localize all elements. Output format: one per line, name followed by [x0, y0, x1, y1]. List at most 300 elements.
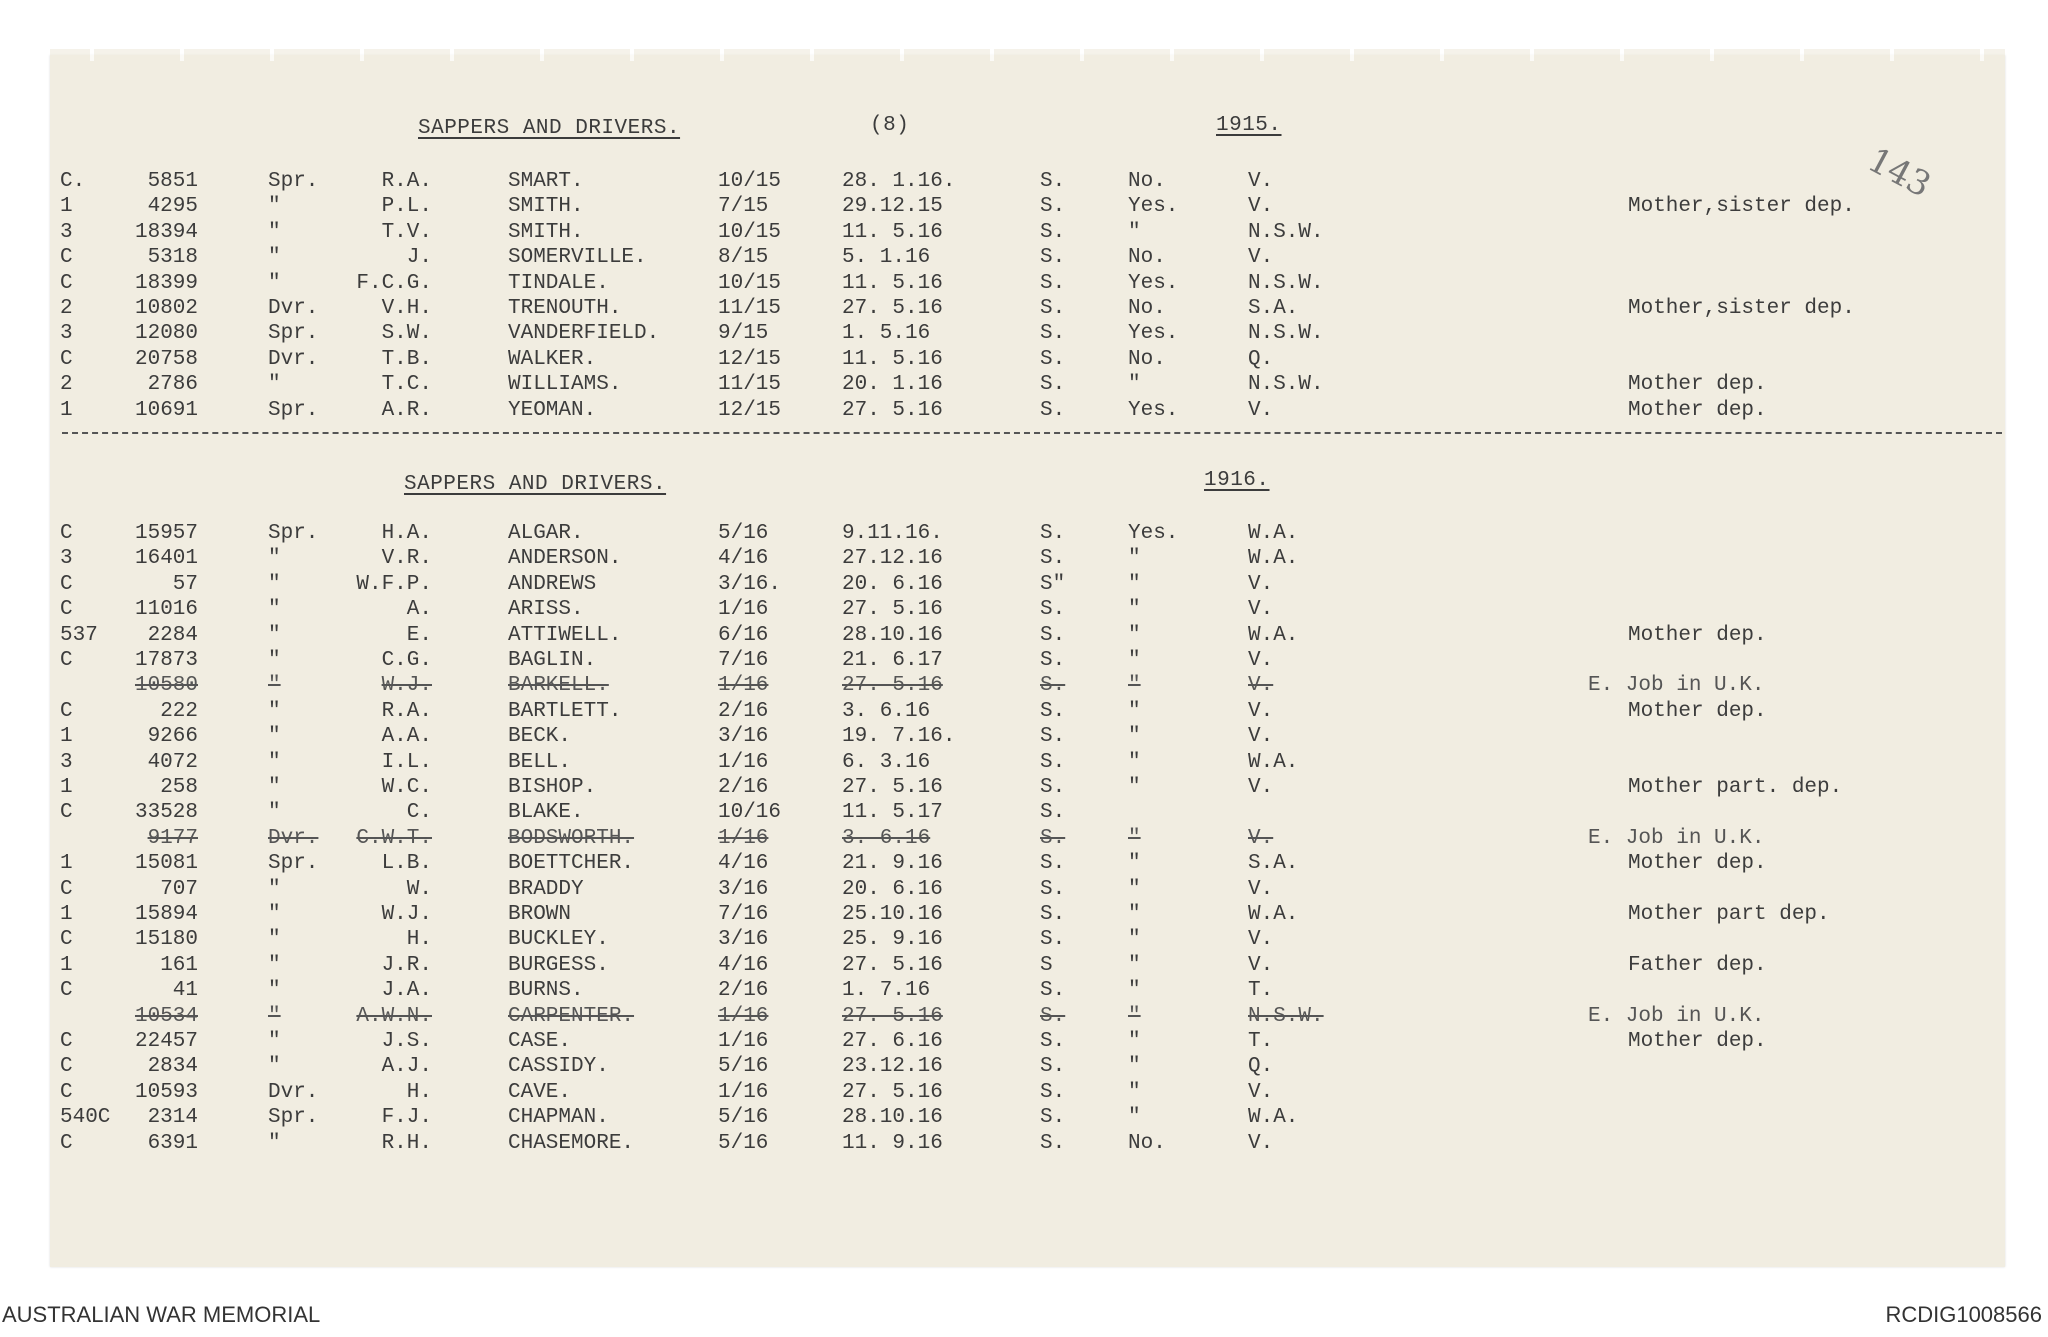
entry-notes: E. Job in U.K. — [1588, 674, 1765, 698]
entry-date: 3. 6.16 — [842, 826, 931, 850]
entry-date: 11. 9.16 — [842, 1131, 943, 1155]
entry-unit: C — [60, 572, 73, 596]
entry-enlisted: 9/15 — [718, 322, 769, 346]
roll-entry — [0, 700, 2048, 724]
entry-surname: BOETTCHER. — [508, 852, 635, 876]
entry-dep: Yes. — [1128, 271, 1179, 295]
entry-dep: " — [1128, 699, 1141, 723]
entry-rank: Dvr. — [268, 1080, 319, 1104]
entry-number: 10593 — [134, 1080, 198, 1104]
entry-status: S. — [1040, 271, 1066, 295]
entry-dep: " — [1128, 776, 1141, 799]
entry-dep: No. — [1128, 246, 1166, 270]
entry-date: 9.11.16. — [842, 522, 943, 545]
entry-enlisted: 1/16 — [718, 674, 769, 698]
entry-date: 27. 5.16 — [842, 953, 943, 977]
entry-state: V. — [1248, 1131, 1274, 1155]
entry-state: S.A. — [1248, 297, 1299, 320]
entry-dep: " — [1128, 928, 1141, 952]
entry-number: 22457 — [134, 1030, 198, 1053]
entry-enlisted: 1/16 — [718, 1030, 769, 1053]
roll-entry — [0, 573, 2048, 597]
entry-enlisted: 7/15 — [718, 195, 769, 219]
entry-state: Q. — [1248, 347, 1274, 371]
entry-unit: C — [60, 1055, 73, 1079]
section-1-title: SAPPERS AND DRIVERS. — [418, 117, 681, 140]
entry-enlisted: 5/16 — [718, 1131, 769, 1155]
entry-enlisted: 3/16. — [718, 572, 782, 596]
entry-rank: " — [268, 649, 281, 672]
entry-rank: Spr. — [268, 398, 319, 422]
entry-initials: W.C. — [381, 776, 432, 799]
entry-initials: J. — [406, 246, 432, 270]
entry-unit: C — [60, 1030, 73, 1053]
entry-surname: CHASEMORE. — [508, 1131, 635, 1155]
entry-state: V. — [1248, 598, 1274, 622]
entry-unit: C — [60, 877, 73, 901]
entry-unit: 1 — [60, 852, 73, 876]
entry-dep: " — [1128, 623, 1141, 647]
entry-unit: C — [60, 246, 73, 270]
section-1-year: 1915. — [1216, 114, 1282, 137]
section-1-page-marker: (8) — [870, 114, 910, 137]
entry-notes: E. Job in U.K. — [1588, 1004, 1765, 1028]
section-2-title: SAPPERS AND DRIVERS. — [404, 473, 667, 496]
entry-status: S. — [1040, 398, 1066, 422]
entry-rank: " — [268, 801, 281, 825]
entry-status: S. — [1040, 674, 1066, 698]
entry-number: 10580 — [134, 674, 198, 698]
entry-notes: Mother dep. — [1628, 373, 1767, 397]
entry-initials: J.S. — [381, 1030, 432, 1053]
entry-state: V. — [1248, 170, 1274, 193]
entry-number: 15957 — [134, 522, 198, 545]
entry-rank: " — [268, 903, 281, 926]
entry-initials: P.L. — [381, 195, 432, 219]
entry-dep: No. — [1128, 347, 1166, 371]
entry-surname: ATTIWELL. — [508, 623, 622, 647]
entry-surname: WILLIAMS. — [508, 373, 622, 397]
entry-unit: C — [60, 649, 73, 672]
entry-rank: Spr. — [268, 322, 319, 346]
entry-enlisted: 4/16 — [718, 547, 769, 571]
entry-number: 18399 — [134, 271, 198, 295]
entry-number: 4295 — [147, 195, 198, 219]
entry-number: 15081 — [134, 852, 198, 876]
entry-unit: C — [60, 271, 73, 295]
entry-state: V. — [1248, 246, 1274, 270]
entry-unit: 3 — [60, 547, 73, 571]
entry-notes: Mother dep. — [1628, 852, 1767, 876]
entry-number: 707 — [160, 877, 198, 901]
entry-surname: BECK. — [508, 725, 572, 749]
entry-dep: Yes. — [1128, 398, 1179, 422]
entry-enlisted: 10/15 — [718, 170, 782, 193]
entry-date: 19. 7.16. — [842, 725, 956, 749]
entry-enlisted: 7/16 — [718, 903, 769, 926]
entry-unit: C — [60, 598, 73, 622]
entry-status: S" — [1040, 572, 1066, 596]
roll-entry — [0, 903, 2048, 927]
roll-entry — [0, 954, 2048, 978]
entry-state: T. — [1248, 979, 1274, 1003]
roll-entry — [0, 598, 2048, 622]
entry-number: 20758 — [134, 347, 198, 371]
entry-unit: 3 — [60, 220, 73, 244]
entry-rank: " — [268, 699, 281, 723]
entry-status: S. — [1040, 1106, 1066, 1130]
entry-state: W.A. — [1248, 903, 1299, 926]
entry-date: 27. 5.16 — [842, 674, 943, 698]
entry-dep: " — [1128, 725, 1141, 749]
entry-status: S. — [1040, 373, 1066, 397]
entry-status: S. — [1040, 725, 1066, 749]
entry-status: S. — [1040, 547, 1066, 571]
entry-state: N.S.W. — [1248, 220, 1324, 244]
entry-initials: E. — [406, 623, 432, 647]
roll-entry — [0, 221, 2048, 245]
entry-rank: " — [268, 246, 281, 270]
roll-entry — [0, 1132, 2048, 1156]
entry-rank: Spr. — [268, 852, 319, 876]
entry-enlisted: 1/16 — [718, 1004, 769, 1028]
entry-initials: A.W.N. — [356, 1004, 432, 1028]
entry-rank: " — [268, 1055, 281, 1079]
entry-notes: Mother dep. — [1628, 398, 1767, 422]
entry-date: 27.12.16 — [842, 547, 943, 571]
entry-enlisted: 10/15 — [718, 220, 782, 244]
entry-unit: 1 — [60, 725, 73, 749]
roll-entry — [0, 751, 2048, 775]
entry-unit: 1 — [60, 953, 73, 977]
entry-enlisted: 10/16 — [718, 801, 782, 825]
entry-date: 21. 6.17 — [842, 649, 943, 672]
entry-surname: BELL. — [508, 750, 572, 774]
entry-surname: BURGESS. — [508, 953, 609, 977]
entry-initials: T.B. — [381, 347, 432, 371]
entry-initials: C. — [406, 801, 432, 825]
entry-state: V. — [1248, 674, 1274, 698]
entry-initials: T.V. — [381, 220, 432, 244]
entry-date: 27. 6.16 — [842, 1030, 943, 1053]
entry-number: 57 — [172, 572, 198, 596]
entry-status: S. — [1040, 195, 1066, 219]
roll-entry — [0, 928, 2048, 952]
entry-dep: " — [1128, 373, 1141, 397]
roll-entry — [0, 852, 2048, 876]
entry-status: S. — [1040, 903, 1066, 926]
entry-state: V. — [1248, 572, 1274, 596]
entry-dep: " — [1128, 979, 1141, 1003]
entry-status: S. — [1040, 246, 1066, 270]
entry-rank: " — [268, 953, 281, 977]
entry-surname: BARKELL. — [508, 674, 609, 698]
entry-unit: 540C — [60, 1106, 111, 1130]
entry-dep: " — [1128, 826, 1141, 850]
entry-enlisted: 5/16 — [718, 1106, 769, 1130]
entry-status: S. — [1040, 1004, 1066, 1028]
entry-status: S. — [1040, 347, 1066, 371]
entry-surname: BROWN — [508, 903, 572, 926]
entry-status: S. — [1040, 1080, 1066, 1104]
roll-entry — [0, 674, 2048, 698]
entry-state: W.A. — [1248, 547, 1299, 571]
entry-date: 28. 1.16. — [842, 170, 956, 193]
roll-entry — [0, 322, 2048, 346]
entry-date: 27. 5.16 — [842, 398, 943, 422]
entry-dep: " — [1128, 547, 1141, 571]
entry-surname: BURNS. — [508, 979, 584, 1003]
footer-reference-id: RCDIG1008566 — [1885, 1302, 2042, 1327]
entry-enlisted: 1/16 — [718, 826, 769, 850]
entry-state: W.A. — [1248, 522, 1299, 545]
entry-unit: 1 — [60, 776, 73, 799]
entry-status: S. — [1040, 170, 1066, 193]
entry-unit: C — [60, 979, 73, 1003]
entry-unit: 1 — [60, 398, 73, 422]
entry-number: 222 — [160, 699, 198, 723]
entry-initials: V.H. — [381, 297, 432, 320]
entry-number: 10534 — [134, 1004, 198, 1028]
entry-status: S. — [1040, 649, 1066, 672]
entry-surname: ANDERSON. — [508, 547, 622, 571]
roll-entry — [0, 1030, 2048, 1054]
entry-surname: BARTLETT. — [508, 699, 622, 723]
entry-number: 5851 — [147, 170, 198, 193]
entry-surname: SMITH. — [508, 195, 584, 219]
entry-state: V. — [1248, 1080, 1274, 1104]
entry-surname: VANDERFIELD. — [508, 322, 660, 346]
entry-state: Q. — [1248, 1055, 1274, 1079]
entry-date: 27. 5.16 — [842, 297, 943, 320]
entry-number: 18394 — [134, 220, 198, 244]
entry-unit: C — [60, 699, 73, 723]
entry-number: 15894 — [134, 903, 198, 926]
entry-enlisted: 8/15 — [718, 246, 769, 270]
entry-unit: 1 — [60, 195, 73, 219]
entry-initials: S.W. — [381, 322, 432, 346]
entry-surname: BRADDY — [508, 877, 584, 901]
entry-rank: " — [268, 1030, 281, 1053]
entry-state: W.A. — [1248, 1106, 1299, 1130]
entry-date: 5. 1.16 — [842, 246, 931, 270]
roll-entry — [0, 272, 2048, 296]
entry-enlisted: 5/16 — [718, 522, 769, 545]
entry-enlisted: 12/15 — [718, 347, 782, 371]
entry-unit: 3 — [60, 750, 73, 774]
entry-unit: 1 — [60, 903, 73, 926]
entry-surname: ARISS. — [508, 598, 584, 622]
entry-status: S. — [1040, 623, 1066, 647]
entry-enlisted: 11/15 — [718, 297, 782, 320]
entry-dep: " — [1128, 649, 1141, 672]
entry-date: 3. 6.16 — [842, 699, 931, 723]
entry-status: S. — [1040, 928, 1066, 952]
roll-entry — [0, 170, 2048, 194]
roll-entry — [0, 801, 2048, 825]
entry-date: 6. 3.16 — [842, 750, 931, 774]
entry-rank: " — [268, 725, 281, 749]
entry-unit: C — [60, 928, 73, 952]
entry-status: S. — [1040, 297, 1066, 320]
entry-initials: H. — [406, 928, 432, 952]
entry-dep: Yes. — [1128, 195, 1179, 219]
entry-surname: SMART. — [508, 170, 584, 193]
entry-initials: W.F.P. — [356, 572, 432, 596]
entry-number: 258 — [160, 776, 198, 799]
entry-rank: " — [268, 979, 281, 1003]
entry-surname: TINDALE. — [508, 271, 609, 295]
entry-rank: " — [268, 928, 281, 952]
entry-initials: F.C.G. — [356, 271, 432, 295]
section-2-year: 1916. — [1204, 469, 1270, 492]
entry-rank: " — [268, 750, 281, 774]
entry-enlisted: 2/16 — [718, 776, 769, 799]
entry-notes: Mother dep. — [1628, 1030, 1767, 1053]
entry-rank: Dvr. — [268, 297, 319, 320]
entry-state: N.S.W. — [1248, 373, 1324, 397]
entry-dep: " — [1128, 220, 1141, 244]
entry-initials: T.C. — [381, 373, 432, 397]
entry-surname: BAGLIN. — [508, 649, 597, 672]
entry-initials: H. — [406, 1080, 432, 1104]
entry-unit: 2 — [60, 373, 73, 397]
entry-date: 11. 5.17 — [842, 801, 943, 825]
entry-dep: " — [1128, 1106, 1141, 1130]
entry-surname: CHAPMAN. — [508, 1106, 609, 1130]
entry-number: 9266 — [147, 725, 198, 749]
entry-dep: " — [1128, 1055, 1141, 1079]
entry-status: S. — [1040, 220, 1066, 244]
handwritten-folio-number: 143 — [1861, 140, 1938, 206]
entry-enlisted: 3/16 — [718, 877, 769, 901]
roll-entry — [0, 246, 2048, 270]
entry-date: 27. 5.16 — [842, 776, 943, 799]
roll-entry — [0, 827, 2048, 851]
entry-number: 2284 — [147, 623, 198, 647]
entry-state: V. — [1248, 928, 1274, 952]
entry-dep: " — [1128, 877, 1141, 901]
entry-unit: C — [60, 1131, 73, 1155]
entry-initials: J.R. — [381, 953, 432, 977]
entry-initials: F.J. — [381, 1106, 432, 1130]
entry-enlisted: 4/16 — [718, 953, 769, 977]
entry-dep: " — [1128, 572, 1141, 596]
entry-rank: " — [268, 623, 281, 647]
entry-number: 17873 — [134, 649, 198, 672]
entry-number: 6391 — [147, 1131, 198, 1155]
entry-number: 16401 — [134, 547, 198, 571]
entry-enlisted: 1/16 — [718, 598, 769, 622]
entry-date: 27. 5.16 — [842, 598, 943, 622]
entry-surname: CASSIDY. — [508, 1055, 609, 1079]
entry-unit: C — [60, 347, 73, 371]
entry-number: 2314 — [147, 1106, 198, 1130]
entry-dep: " — [1128, 1030, 1141, 1053]
entry-initials: H.A. — [381, 522, 432, 545]
entry-rank: Dvr. — [268, 826, 319, 850]
entry-initials: R.A. — [381, 170, 432, 193]
entry-dep: " — [1128, 598, 1141, 622]
roll-entry — [0, 878, 2048, 902]
entry-status: S. — [1040, 801, 1066, 825]
entry-dep: No. — [1128, 170, 1166, 193]
entry-date: 29.12.15 — [842, 195, 943, 219]
entry-notes: Mother part dep. — [1628, 903, 1830, 926]
entry-notes: Mother,sister dep. — [1628, 195, 1855, 219]
entry-enlisted: 6/16 — [718, 623, 769, 647]
roll-entry — [0, 547, 2048, 571]
entry-status: S. — [1040, 826, 1066, 850]
entry-unit: C — [60, 801, 73, 825]
entry-dep: No. — [1128, 297, 1166, 320]
roll-entry — [0, 373, 2048, 397]
entry-surname: ANDREWS — [508, 572, 597, 596]
entry-state: W.A. — [1248, 750, 1299, 774]
entry-status: S. — [1040, 1055, 1066, 1079]
entry-status: S. — [1040, 776, 1066, 799]
entry-date: 20. 1.16 — [842, 373, 943, 397]
entry-initials: A.A. — [381, 725, 432, 749]
entry-dep: Yes. — [1128, 322, 1179, 346]
entry-state: N.S.W. — [1248, 1004, 1324, 1028]
entry-rank: " — [268, 373, 281, 397]
entry-initials: W. — [406, 877, 432, 901]
entry-date: 20. 6.16 — [842, 572, 943, 596]
roll-entry — [0, 195, 2048, 219]
entry-enlisted: 4/16 — [718, 852, 769, 876]
entry-rank: " — [268, 1004, 281, 1028]
entry-rank: Dvr. — [268, 347, 319, 371]
entry-surname: BLAKE. — [508, 801, 584, 825]
entry-surname: CAVE. — [508, 1080, 572, 1104]
entry-number: 15180 — [134, 928, 198, 952]
entry-status: S. — [1040, 522, 1066, 545]
roll-entry — [0, 649, 2048, 673]
entry-enlisted: 3/16 — [718, 928, 769, 952]
entry-dep: " — [1128, 903, 1141, 926]
entry-enlisted: 3/16 — [718, 725, 769, 749]
entry-rank: " — [268, 220, 281, 244]
entry-initials: L.B. — [381, 852, 432, 876]
roll-entry — [0, 399, 2048, 423]
entry-number: 5318 — [147, 246, 198, 270]
entry-state: T. — [1248, 1030, 1274, 1053]
torn-edge — [50, 49, 2005, 61]
entry-surname: SMITH. — [508, 220, 584, 244]
entry-status: S. — [1040, 699, 1066, 723]
entry-enlisted: 11/15 — [718, 373, 782, 397]
entry-initials: A.J. — [381, 1055, 432, 1079]
entry-surname: SOMERVILLE. — [508, 246, 647, 270]
entry-state: V. — [1248, 776, 1274, 799]
entry-rank: Spr. — [268, 170, 319, 193]
entry-enlisted: 1/16 — [718, 1080, 769, 1104]
entry-rank: " — [268, 195, 281, 219]
entry-status: S. — [1040, 1030, 1066, 1053]
entry-number: 41 — [172, 979, 198, 1003]
entry-initials: C.G. — [381, 649, 432, 672]
entry-notes: Mother dep. — [1628, 699, 1767, 723]
entry-enlisted: 1/16 — [718, 750, 769, 774]
entry-dep: No. — [1128, 1131, 1166, 1155]
entry-initials: A.R. — [381, 398, 432, 422]
footer-institution: AUSTRALIAN WAR MEMORIAL — [2, 1302, 321, 1327]
entry-number: 4072 — [147, 750, 198, 774]
roll-entry — [0, 725, 2048, 749]
entry-surname: YEOMAN. — [508, 398, 597, 422]
section-divider — [62, 432, 2002, 434]
